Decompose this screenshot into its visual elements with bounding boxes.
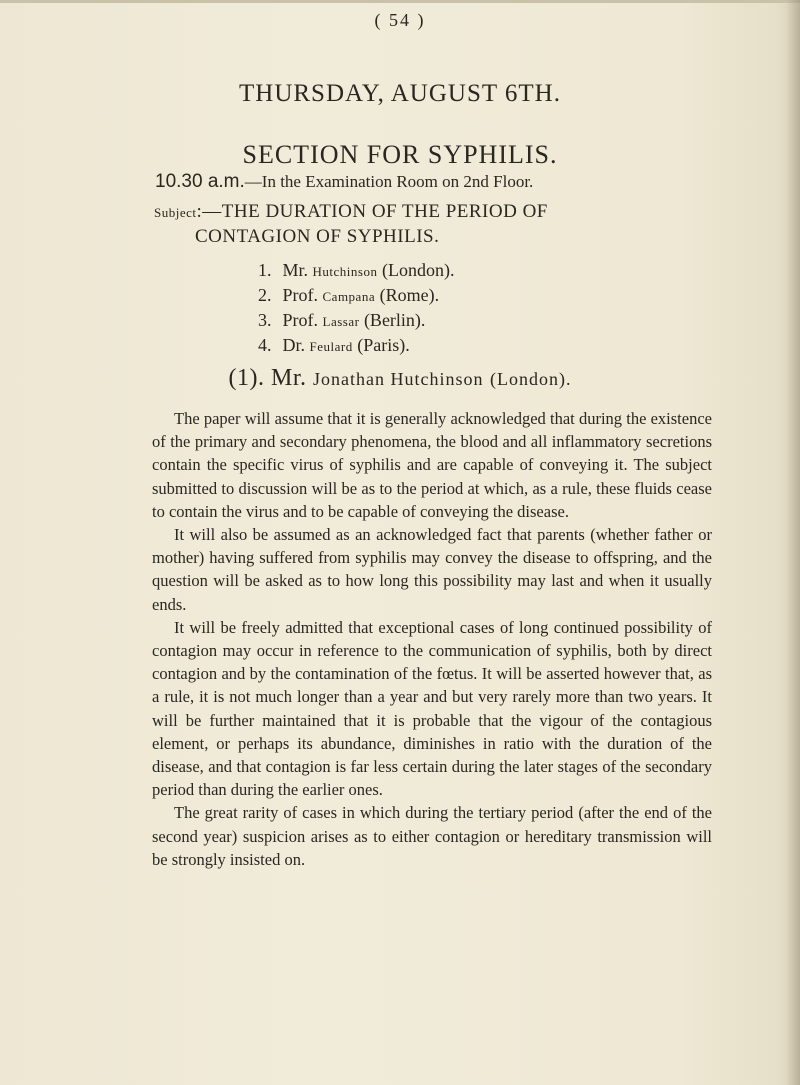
speaker-city: (Paris). — [357, 335, 410, 355]
session-time-location — [155, 171, 533, 193]
subject-separator: :— — [196, 201, 222, 222]
subject-line — [154, 201, 548, 223]
subject-title-line2: CONTAGION OF SYPHILIS. — [195, 226, 440, 247]
speaker-number: 1. — [258, 260, 272, 280]
speaker-title: Prof. — [282, 310, 318, 330]
subject-label: Subject — [154, 205, 197, 220]
page-number: ( 54 ) — [374, 10, 426, 30]
paper-number: (1). — [228, 365, 265, 391]
speaker-number: 4. — [258, 335, 272, 355]
paper-author-name: Jonathan Hutchinson — [313, 369, 484, 389]
page-top-edge — [0, 0, 800, 3]
body-paragraph: The great rarity of cases in which during the tertiary period (after the end of the second year) suspicion arises as to either contagion or hereditary transmission will be strongly insisted on. — [152, 803, 712, 869]
speaker-item — [258, 333, 454, 358]
speaker-title: Mr. — [282, 260, 309, 280]
body-paragraph: The paper will assume that it is generally acknowledged that during the existence of the primary and secondary phenomena, the blood and all inflammatory secretions contain the specific virus of syphilis and are capable of conveying it. The subject submitted to discussion will be as to the period at which, as a rule, these fluids cease to contain the virus and to be capable of conveying the disease. — [152, 409, 712, 521]
speaker-item — [258, 258, 454, 283]
speaker-item — [258, 308, 454, 333]
speaker-number: 3. — [258, 310, 272, 330]
date-heading: THURSDAY, AUGUST 6TH. — [239, 80, 561, 107]
session-location: —In the Examination Room on 2nd Floor. — [244, 172, 534, 191]
speaker-name: Hutchinson — [312, 264, 378, 279]
speaker-city: (Rome). — [379, 285, 440, 305]
paper-author-title: Mr. — [271, 365, 307, 391]
paper-heading — [0, 365, 800, 392]
speaker-name: Campana — [322, 289, 376, 304]
speaker-item — [258, 283, 454, 308]
section-heading: SECTION FOR SYPHILIS. — [242, 140, 558, 169]
speaker-name: Lassar — [322, 314, 360, 329]
speaker-city: (London). — [381, 260, 455, 280]
speaker-title: Dr. — [282, 335, 305, 355]
speaker-title: Prof. — [282, 285, 318, 305]
body-paragraph: It will also be assumed as an acknowledged fact that parents (whether father or mother) having suffered from syphilis may convey the disease to offspring, and the question will be asked as to how long this possibility may last and when it usually ends. — [152, 525, 712, 614]
session-time: 10.30 a.m. — [155, 171, 245, 192]
speaker-name: Feulard — [309, 339, 353, 354]
speaker-city: (Berlin). — [363, 310, 426, 330]
speaker-list — [258, 258, 454, 358]
subject-title-line1: THE DURATION OF THE PERIOD OF — [221, 201, 548, 222]
speaker-number: 2. — [258, 285, 272, 305]
paper-author-city: (London). — [490, 369, 572, 389]
body-paragraph: It will be freely admitted that exceptional cases of long continued possibility of contagion may occur in reference to the communication of syphilis, both by direct contagion and by the contamination of the fœtus. It will be asserted however that, as a rule, it is not much longer than a year and but very rarely more than two years. It will be further maintained that it is probable that the vigour of the contagious element, or perhaps its abundance, diminishes in ratio with the duration of the disease, and that contagion is far less certain during the later stages of the secondary period than during the earlier ones. — [152, 617, 712, 800]
paper-body — [152, 407, 712, 871]
